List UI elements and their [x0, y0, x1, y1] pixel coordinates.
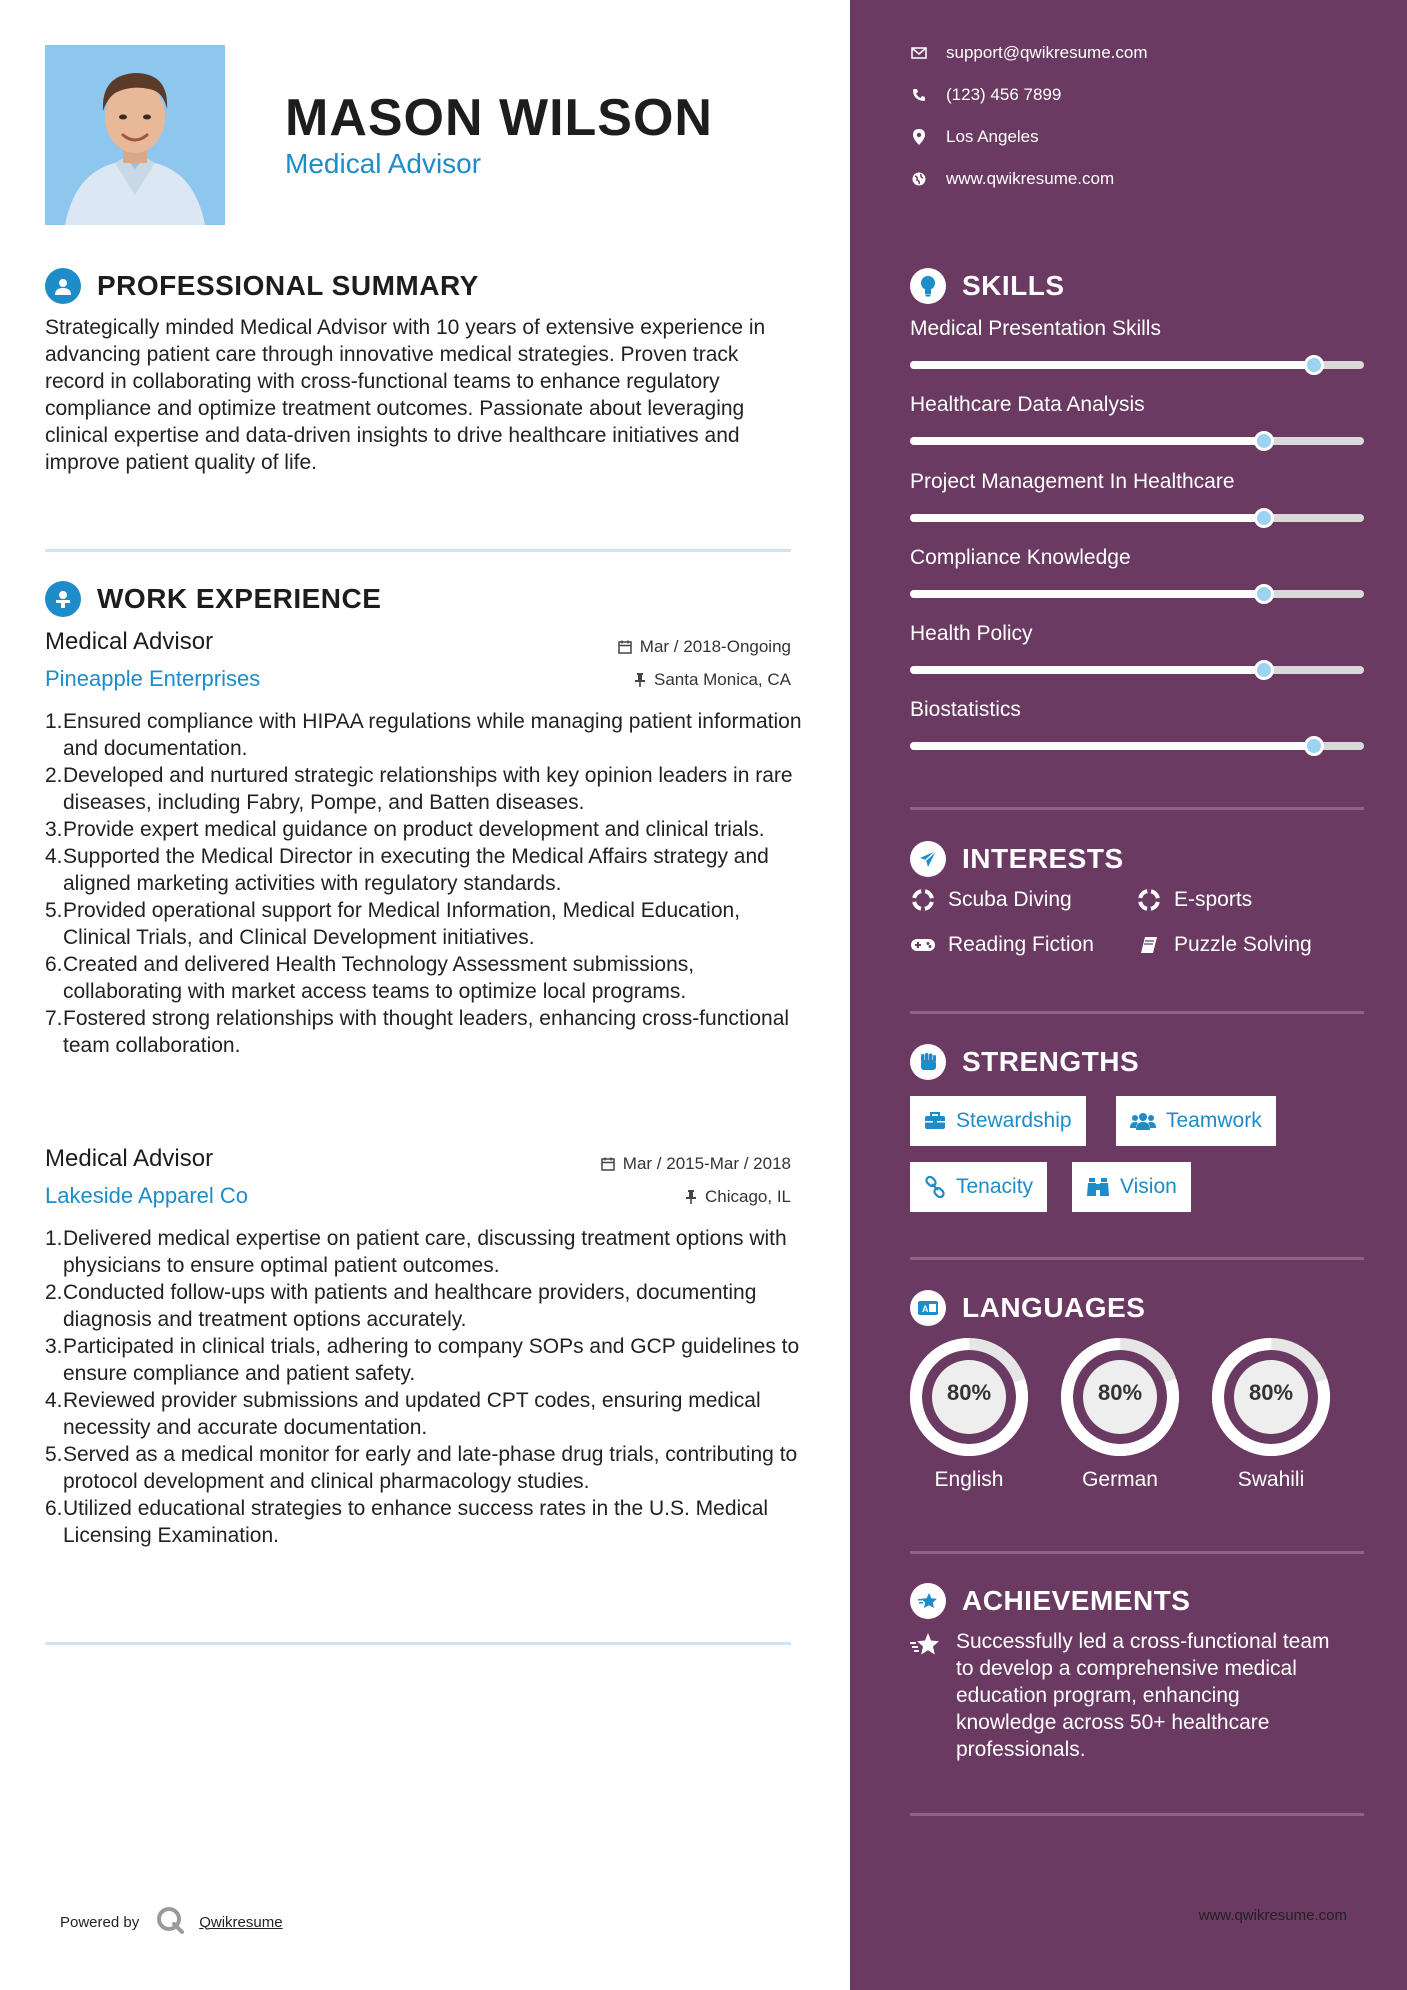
list-item: 7. Fostered strong relationships with thought leaders, enhancing cross-functional team collaboration. — [45, 1007, 790, 1057]
candidate-role: Medical Advisor — [285, 148, 482, 179]
skill-bar-fill — [910, 742, 1314, 750]
list-item: 2. Conducted follow-ups with patients and healthcare providers, documenting diagnosis and treatment options accurately. — [45, 1281, 757, 1331]
list-item: 5. Provided operational support for Medical Information, Medical Education, Clinical Trials, and Clinical Development initiatives. — [45, 899, 741, 949]
lifebuoy-icon — [1136, 889, 1162, 911]
skill-bar — [910, 514, 1364, 522]
strength-badge — [910, 1162, 1047, 1212]
envelope-icon — [910, 47, 928, 59]
skill-bar-fill — [910, 514, 1264, 522]
skill-label: Compliance Knowledge — [910, 546, 1131, 569]
strength-badge — [1072, 1162, 1191, 1212]
interest-item — [1136, 933, 1312, 957]
interest-item — [910, 888, 1072, 912]
language-item — [1210, 1336, 1332, 1492]
section-divider — [45, 549, 791, 552]
map-marker-icon — [910, 129, 928, 145]
interest-label: E-sports — [1174, 888, 1253, 911]
gamepad-icon — [910, 937, 936, 953]
lightbulb-icon — [910, 268, 946, 304]
skill-bar — [910, 742, 1364, 750]
interest-label: Reading Fiction — [948, 933, 1094, 956]
star-icon — [910, 1583, 946, 1619]
skill-bar-knob — [1254, 431, 1274, 451]
skill-bar-fill — [910, 666, 1264, 674]
language-name: English — [934, 1468, 1004, 1491]
section-divider — [910, 807, 1364, 810]
paper-plane-icon — [910, 841, 946, 877]
job-company: Lakeside Apparel Co — [45, 1183, 249, 1208]
list-item: 6. Utilized educational strategies to enhance success rates in the U.S. Medical Licensing Examination. — [45, 1497, 769, 1547]
skill-bar-fill — [910, 437, 1264, 445]
strength-label: Teamwork — [1166, 1109, 1262, 1132]
powered-by-label: Powered by — [60, 1913, 140, 1931]
link-icon — [924, 1176, 946, 1198]
contact-email-text: support@qwikresume.com — [946, 43, 1148, 62]
languages-title: LANGUAGES — [962, 1292, 1146, 1323]
contact-location — [910, 127, 1039, 147]
qwikresume-logo-icon — [155, 1905, 185, 1939]
contact-website-text: www.qwikresume.com — [946, 169, 1115, 188]
briefcase-icon — [924, 1112, 946, 1130]
job-dates — [601, 1154, 791, 1174]
footer-url[interactable]: www.qwikresume.com — [1198, 1907, 1347, 1924]
job-location-text: Chicago, IL — [705, 1187, 791, 1206]
skill-bar — [910, 666, 1364, 674]
list-item: 6. Created and delivered Health Technology Assessment submissions, collaborating with market access teams to optimize local programs. — [45, 953, 695, 1003]
achievements-title: ACHIEVEMENTS — [962, 1585, 1191, 1616]
skill-bar-knob — [1254, 584, 1274, 604]
job-location — [685, 1187, 791, 1207]
language-item — [1059, 1336, 1181, 1492]
skill-bar — [910, 437, 1364, 445]
profile-photo — [45, 45, 225, 225]
strength-badge — [910, 1096, 1086, 1146]
skill-bar — [910, 361, 1364, 369]
phone-icon — [910, 88, 928, 102]
job-bullets — [45, 1225, 805, 1549]
skill-label: Healthcare Data Analysis — [910, 393, 1145, 416]
qwikresume-link[interactable]: Qwikresume — [199, 1913, 283, 1931]
language-name: Swahili — [1237, 1468, 1305, 1491]
powered-by — [60, 1905, 283, 1939]
list-item: 1. Delivered medical expertise on patient care, discussing treatment options with physicians to ensure optimal patient outcomes. — [45, 1227, 787, 1277]
user-icon — [45, 268, 81, 304]
users-icon — [1130, 1112, 1156, 1130]
skills-heading — [910, 268, 1065, 304]
interest-item — [910, 933, 1094, 957]
list-item: 1. Ensured compliance with HIPAA regulations while managing patient information and documentation. — [45, 710, 802, 760]
sidebar — [850, 0, 1407, 1990]
skill-bar-fill — [910, 361, 1314, 369]
svg-text:A: A — [922, 1304, 929, 1314]
language-icon — [910, 1290, 946, 1326]
language-item — [908, 1336, 1030, 1492]
list-item: 3. Participated in clinical trials, adhering to company SOPs and GCP guidelines to ensure compliance and patient safety. — [45, 1335, 800, 1385]
achievements-heading — [910, 1583, 1190, 1619]
job-company: Pineapple Enterprises — [45, 666, 261, 691]
globe-icon — [910, 172, 928, 186]
interest-item — [1136, 888, 1252, 912]
job-dates — [618, 637, 791, 657]
job-bullets — [45, 708, 805, 1059]
experience-heading — [45, 581, 381, 617]
job-title: Medical Advisor — [45, 1145, 214, 1172]
book-icon — [1136, 935, 1162, 955]
contact-email[interactable] — [910, 43, 1148, 63]
interests-title: INTERESTS — [962, 843, 1124, 874]
skill-bar — [910, 590, 1364, 598]
list-item: 4. Supported the Medical Director in executing the Medical Affairs strategy and aligned marketing activities with regulatory standards. — [45, 845, 769, 895]
calendar-icon — [601, 1157, 615, 1171]
languages-heading — [910, 1290, 1145, 1326]
lifebuoy-icon — [910, 889, 936, 911]
strength-badge — [1116, 1096, 1276, 1146]
section-divider — [910, 1257, 1364, 1260]
pin-icon — [634, 673, 646, 687]
pin-icon — [685, 1190, 697, 1204]
job-title: Medical Advisor — [45, 628, 214, 655]
job-location — [634, 670, 791, 690]
interests-heading — [910, 841, 1124, 877]
strength-label: Tenacity — [956, 1175, 1034, 1198]
interest-label: Puzzle Solving — [1174, 933, 1312, 956]
list-item: 5. Served as a medical monitor for early and late-phase drug trials, contributing to protocol development and clinical pharmacology studies. — [45, 1443, 798, 1493]
summary-text: Strategically minded Medical Advisor with 10 years of extensive experience in advancing patient care through innovative medical strategies. Proven track record in collaborating with cross-functional teams to enhance regulatory compliance and optimize treatment outcomes. Passionate about leveraging clinical expertise and data-driven insights to drive healthcare initiatives and improve patient quality of life. — [45, 316, 766, 474]
strength-label: Vision — [1120, 1175, 1177, 1198]
skill-label: Biostatistics — [910, 698, 1021, 721]
achievement-item — [910, 1628, 1336, 1763]
calendar-icon — [618, 640, 632, 654]
skill-label: Health Policy — [910, 622, 1033, 645]
candidate-name: MASON WILSON — [285, 89, 713, 147]
fist-icon — [910, 1044, 946, 1080]
language-name: German — [1082, 1468, 1158, 1491]
strength-label: Stewardship — [956, 1109, 1072, 1132]
section-divider — [910, 1011, 1364, 1014]
list-item: 2. Developed and nurtured strategic relationships with key opinion leaders in rare diseases, including Fabry, Pompe, and Batten diseases. — [45, 764, 793, 814]
interest-label: Scuba Diving — [948, 888, 1072, 911]
skill-bar-knob — [1304, 355, 1324, 375]
skill-label: Project Management In Healthcare — [910, 470, 1235, 493]
experience-title: WORK EXPERIENCE — [97, 583, 382, 614]
achievement-text: Successfully led a cross-functional team to develop a comprehensive medical education program, enhancing knowledge across 50+ healthcare professionals. — [956, 1630, 1330, 1761]
language-percent: 80% — [946, 1380, 992, 1405]
job-dates-text: Mar / 2015-Mar / 2018 — [622, 1154, 791, 1173]
skill-bar-knob — [1254, 660, 1274, 680]
language-percent: 80% — [1248, 1380, 1294, 1405]
strengths-title: STRENGTHS — [962, 1046, 1140, 1077]
skill-bar-fill — [910, 590, 1264, 598]
contact-phone-text: (123) 456 7899 — [946, 85, 1062, 104]
job-dates-text: Mar / 2018-Ongoing — [639, 637, 791, 656]
strengths-heading — [910, 1044, 1139, 1080]
podium-icon — [45, 581, 81, 617]
list-item: 4. Reviewed provider submissions and updated CPT codes, ensuring medical necessity and accurate documentation. — [45, 1389, 761, 1439]
summary-heading — [45, 268, 479, 304]
summary-title: PROFESSIONAL SUMMARY — [97, 270, 479, 301]
skill-label: Medical Presentation Skills — [910, 317, 1161, 340]
star-icon — [910, 1628, 942, 1763]
section-divider — [910, 1813, 1364, 1816]
skill-bar-knob — [1254, 508, 1274, 528]
skill-bar-knob — [1304, 736, 1324, 756]
skills-title: SKILLS — [962, 270, 1065, 301]
job-location-text: Santa Monica, CA — [653, 670, 791, 689]
contact-location-text: Los Angeles — [946, 127, 1039, 146]
section-divider — [910, 1551, 1364, 1554]
binoculars-icon — [1086, 1177, 1110, 1197]
language-percent: 80% — [1097, 1380, 1143, 1405]
section-divider — [45, 1642, 791, 1645]
contact-website[interactable] — [910, 169, 1114, 189]
contact-phone[interactable] — [910, 85, 1061, 105]
list-item: 3. Provide expert medical guidance on product development and clinical trials. — [45, 818, 765, 841]
